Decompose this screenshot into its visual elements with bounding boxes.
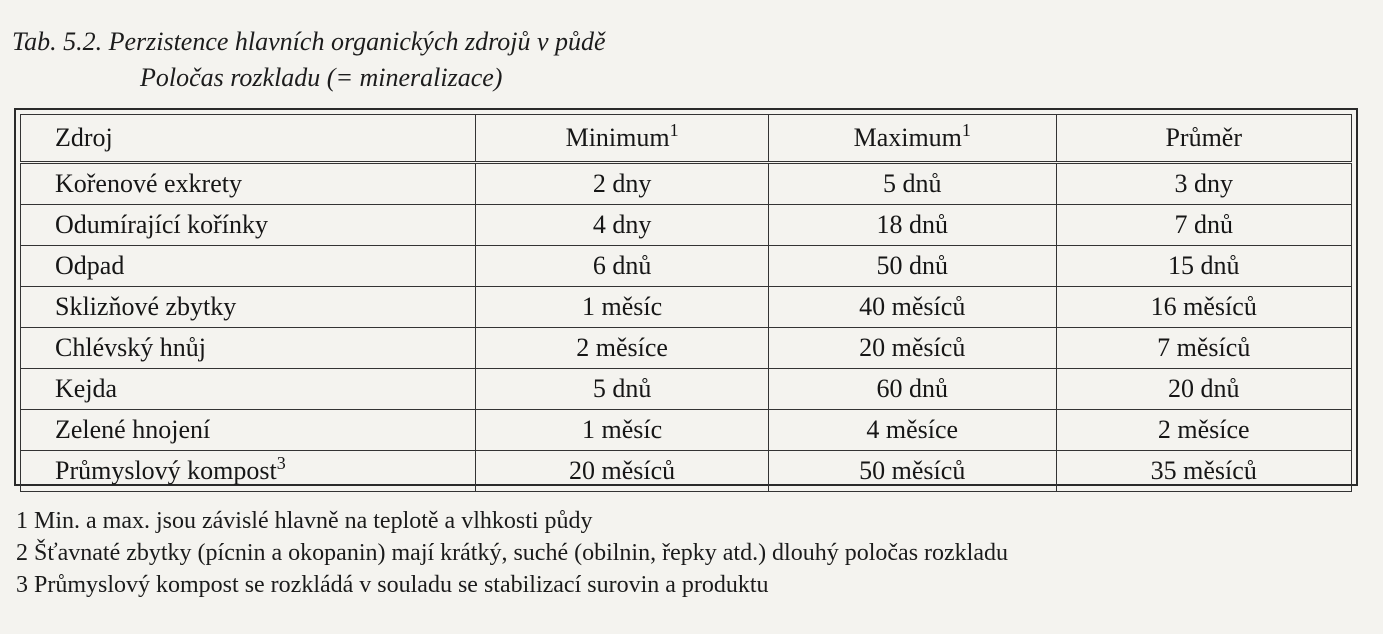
table-row bbox=[21, 369, 1352, 410]
cell-minimum: 2 dny bbox=[476, 163, 769, 205]
cell-maximum: 4 měsíce bbox=[769, 410, 1056, 451]
caption-subtitle: Poločas rozkladu (= mineralizace) bbox=[140, 63, 503, 92]
caption-title: Tab. 5.2. Perzistence hlavních organických zdrojů v půdě bbox=[12, 27, 606, 56]
table-row bbox=[21, 246, 1352, 287]
cell-maximum: 18 dnů bbox=[769, 205, 1056, 246]
cell-minimum: 4 dny bbox=[476, 205, 769, 246]
table-row bbox=[21, 410, 1352, 451]
cell-maximum: 20 měsíců bbox=[769, 328, 1056, 369]
table-row bbox=[21, 287, 1352, 328]
row-footnote-mark: 3 bbox=[276, 453, 286, 473]
table-row bbox=[21, 163, 1352, 205]
cell-prumer: 20 dnů bbox=[1056, 369, 1352, 410]
cell-zdroj: Kejda bbox=[21, 369, 476, 410]
cell-prumer: 16 měsíců bbox=[1056, 287, 1352, 328]
cell-minimum: 1 měsíc bbox=[476, 287, 769, 328]
cell-prumer: 7 měsíců bbox=[1056, 328, 1352, 369]
table-frame bbox=[14, 108, 1358, 486]
persistence-table bbox=[20, 114, 1352, 492]
cell-zdroj: Průmyslový kompost$^3$ bbox=[21, 451, 476, 492]
table-header-row bbox=[21, 115, 1352, 163]
header-prumer: Průměr bbox=[1056, 115, 1352, 163]
table-row bbox=[21, 451, 1352, 492]
cell-minimum: 5 dnů bbox=[476, 369, 769, 410]
cell-zdroj: Zelené hnojení bbox=[21, 410, 476, 451]
footnote-2: 2 Šťavnaté zbytky (pícnin a okopanin) mají krátký, suché (obilnin, řepky atd.) dlouhý poločas rozkladu bbox=[16, 540, 1009, 566]
cell-maximum: 40 měsíců bbox=[769, 287, 1056, 328]
table-caption bbox=[12, 24, 606, 96]
cell-zdroj: Sklizňové zbytky bbox=[21, 287, 476, 328]
header-minimum-footnote-mark: 1 bbox=[669, 120, 679, 140]
cell-maximum: 50 měsíců bbox=[769, 451, 1056, 492]
table-row bbox=[21, 205, 1352, 246]
cell-prumer: 15 dnů bbox=[1056, 246, 1352, 287]
cell-zdroj: Kořenové exkrety bbox=[21, 163, 476, 205]
cell-minimum: 1 měsíc bbox=[476, 410, 769, 451]
cell-maximum: 50 dnů bbox=[769, 246, 1056, 287]
header-maximum: Maximum$^1$ bbox=[769, 115, 1056, 163]
cell-zdroj: Odumírající kořínky bbox=[21, 205, 476, 246]
cell-prumer: 35 měsíců bbox=[1056, 451, 1352, 492]
cell-maximum: 5 dnů bbox=[769, 163, 1056, 205]
header-zdroj: Zdroj bbox=[21, 115, 476, 163]
cell-minimum: 20 měsíců bbox=[476, 451, 769, 492]
cell-zdroj: Chlévský hnůj bbox=[21, 328, 476, 369]
cell-prumer: 2 měsíce bbox=[1056, 410, 1352, 451]
footnote-1: 1 Min. a max. jsou závislé hlavně na teplotě a vlhkosti půdy bbox=[16, 508, 593, 534]
cell-zdroj: Odpad bbox=[21, 246, 476, 287]
cell-maximum: 60 dnů bbox=[769, 369, 1056, 410]
header-minimum: Minimum$^1$ bbox=[476, 115, 769, 163]
header-maximum-footnote-mark: 1 bbox=[961, 120, 971, 140]
cell-prumer: 7 dnů bbox=[1056, 205, 1352, 246]
footnote-3: 3 Průmyslový kompost se rozkládá v souladu se stabilizací surovin a produktu bbox=[16, 572, 769, 598]
table-row bbox=[21, 328, 1352, 369]
cell-minimum: 2 měsíce bbox=[476, 328, 769, 369]
cell-prumer: 3 dny bbox=[1056, 163, 1352, 205]
cell-minimum: 6 dnů bbox=[476, 246, 769, 287]
footnotes bbox=[16, 505, 1008, 601]
